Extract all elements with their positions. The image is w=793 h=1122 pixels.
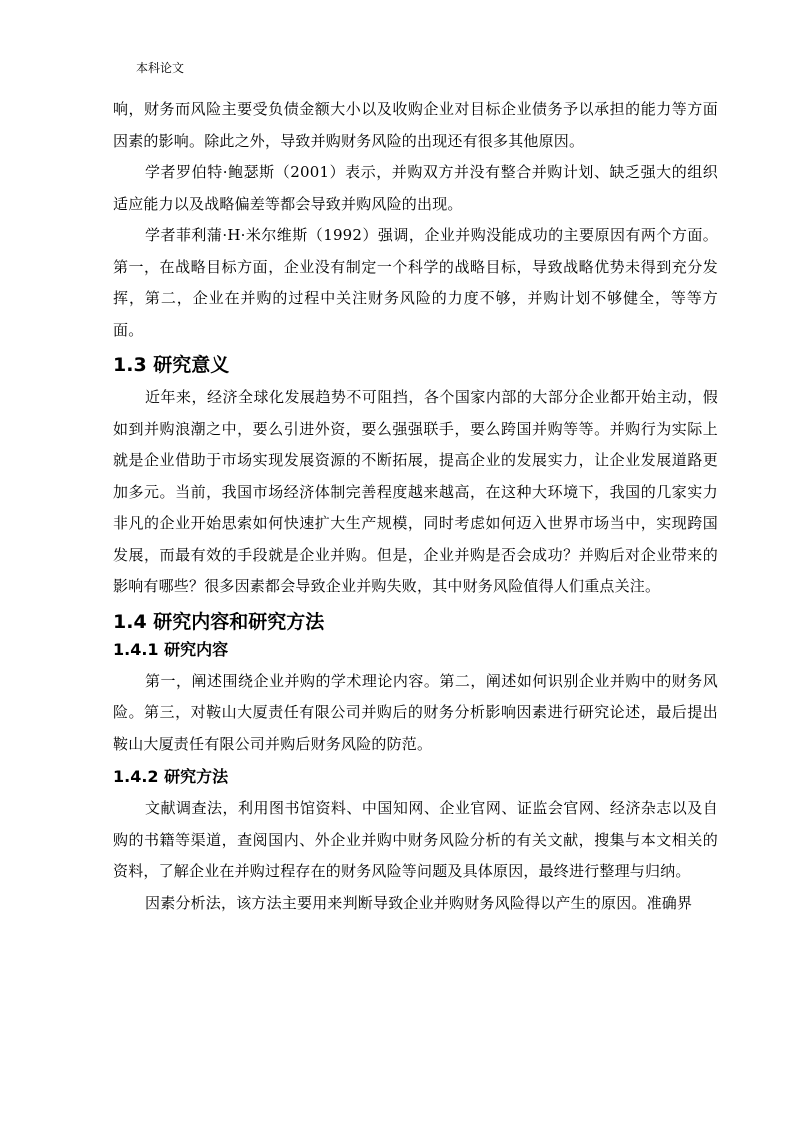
paragraph-mirvis: 学者菲利蒲·H·米尔维斯（1992）强调，企业并购没能成功的主要原因有两个方面。第一，在战略目标方面，企业没有制定一个科学的战略目标，导致战略优势未得到充分发挥，第二，企业在并购的过程中关注财务风险的力度不够，并购计划不够健全，等等方面。 <box>113 226 718 339</box>
paragraph-continuation: 响，财务而风险主要受负债金额大小以及收购企业对目标企业债务予以承担的能力等方面因素的影响。除此之外，导致并购财务风险的出现还有很多其他原因。 <box>113 100 718 150</box>
page-body <box>113 94 718 919</box>
paragraph-factor-analysis: 因素分析法，该方法主要用来判断导致企业并购财务风险得以产生的原因。准确界 <box>145 893 693 912</box>
section-heading-1-4: 1.4 研究内容和研究方法 <box>113 610 325 633</box>
paragraph-literature-method: 文献调查法，利用图书馆资料、中国知网、企业官网、证监会官网、经济杂志以及自购的书籍等渠道，查阅国内、外企业并购中财务风险分析的有关文献，搜集与本文相关的资料，了解企业在并购过程存在的财务风险等问题及具体原因，最终进行整理与归纳。 <box>113 799 718 880</box>
section-heading-1-3: 1.3 研究意义 <box>113 354 230 376</box>
paragraph-significance: 近年来，经济全球化发展趋势不可阻挡，各个国家内部的大部分企业都开始主动，假如到并购浪潮之中，要么引进外资，要么强强联手，要么跨国并购等等。并购行为实际上就是企业借助于市场实现发展资源的不断拓展，提高企业的发展实力，让企业发展道路更加多元。当前，我国市场经济体制完善程度越来越高，在这种大环境下，我国的几家实力非凡的企业开始思索如何快速扩大生产规模，同时考虑如何迈入世界市场当中，实现跨国发展，而最有效的手段就是企业并购。但是，企业并购是否会成功？并购后对企业带来的影响有哪些？很多因素都会导致企业并购失败，其中财务风险值得人们重点关注。 <box>113 388 718 595</box>
subsection-heading-1-4-1: 1.4.1 研究内容 <box>113 639 229 659</box>
subsection-heading-1-4-2: 1.4.2 研究方法 <box>113 767 229 786</box>
paragraph-research-content: 第一，阐述围绕企业并购的学术理论内容。第二，阐述如何识别企业并购中的财务风险。第三，对鞍山大厦责任有限公司并购后的财务分析影响因素进行研究论述，最后提出鞍山大厦责任有限公司并购后财务风险的防范。 <box>113 671 718 753</box>
running-header: 本科论文 <box>136 61 185 75</box>
paragraph-bowers: 学者罗伯特·鲍瑟斯（2001）表示，并购双方并没有整合并购计划、缺乏强大的组织适应能力以及战略偏差等都会导致并购风险的出现。 <box>113 163 718 213</box>
